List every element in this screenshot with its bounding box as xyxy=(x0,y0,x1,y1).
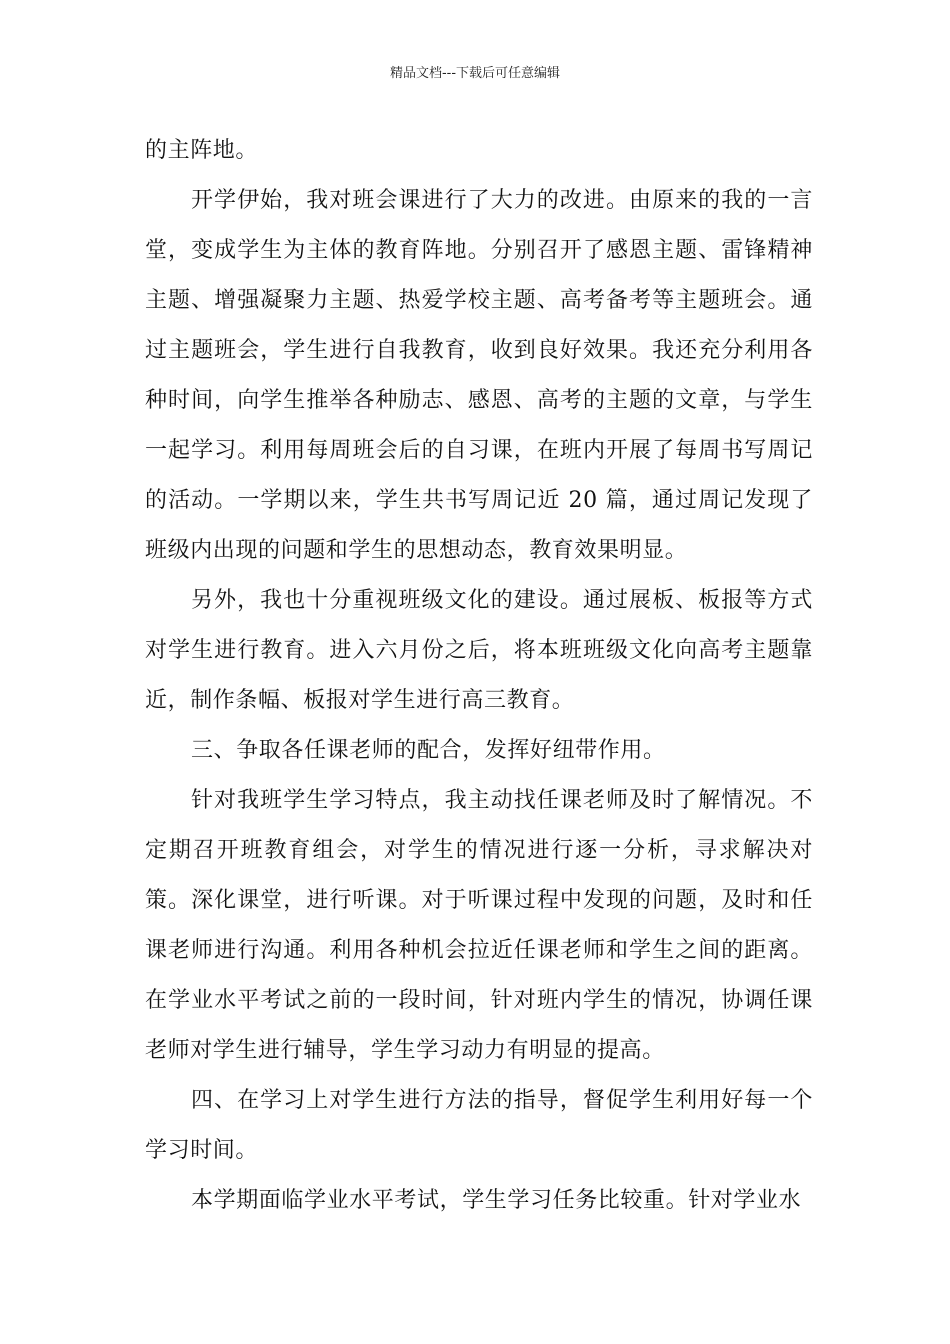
paragraph-5: 本学期面临学业水平考试，学生学习任务比较重。针对学业水 xyxy=(191,1188,802,1213)
page-header: 精品文档---下载后可任意编辑 xyxy=(389,66,561,81)
paragraph-4: 针对我班学生学习特点，我主动找任课老师及时了解情况。不定期召开班教育组会，对学生的情况进行逐一分析，寻求解决对策。深化课堂，进行听课。对于听课过程中发现的问题，及时和任课老师进行沟通。利用各种机会拉近任课老师和学生之间的距离。在学业水平考试之前的一段时间，针对班内学生的情况，协调任课老师对学生进行辅导，学生学习动力有明显的提高。 xyxy=(145,788,813,1063)
section-heading-3: 三、争取各任课老师的配合，发挥好纽带作用。 xyxy=(191,738,666,763)
section-heading-4: 四、在学习上对学生进行方法的指导，督促学生利用好每一个学习时间。 xyxy=(145,1088,813,1163)
paragraph-1: 的主阵地。 xyxy=(145,138,259,163)
paragraph-3: 另外，我也十分重视班级文化的建设。通过展板、板报等方式对学生进行教育。进入六月份之后，将本班班级文化向高考主题靠近，制作条幅、板报对学生进行高三教育。 xyxy=(145,588,813,713)
paragraph-2: 开学伊始，我对班会课进行了大力的改进。由原来的我的一言堂，变成学生为主体的教育阵地。分别召开了感恩主题、雷锋精神主题、增强凝聚力主题、热爱学校主题、高考备考等主题班会。通过主题班会，学生进行自我教育，收到良好效果。我还充分利用各种时间，向学生推举各种励志、感恩、高考的主题的文章，与学生一起学习。利用每周班会后的自习课，在班内开展了每周书写周记的活动。一学期以来，学生共书写周记近 20 篇，通过周记发现了班级内出现的问题和学生的思想动态，教育效果明显。 xyxy=(145,188,813,563)
document-body xyxy=(145,126,813,1226)
